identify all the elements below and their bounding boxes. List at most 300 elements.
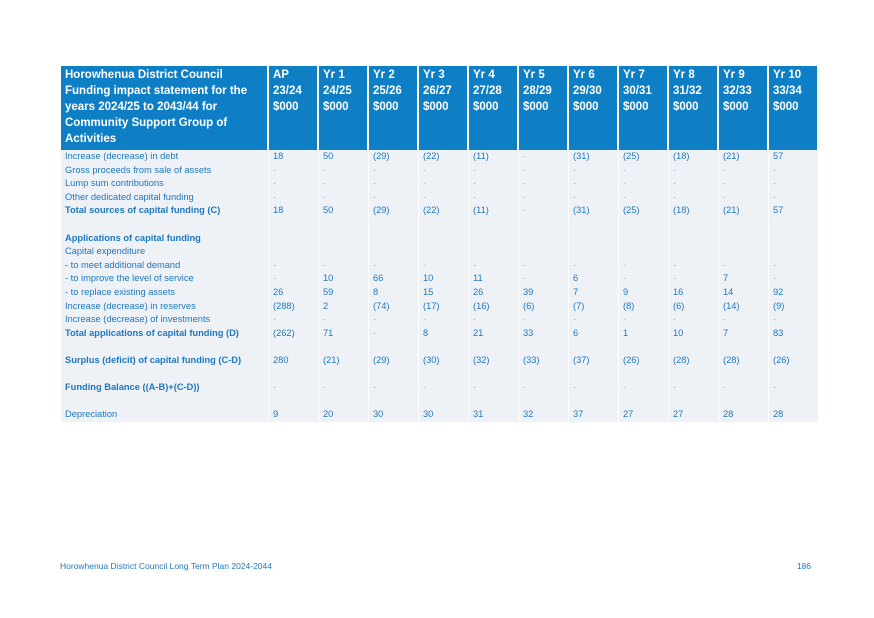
value-cell [319, 368, 368, 382]
value-cell: 83 [769, 327, 818, 341]
table-row [61, 354, 818, 368]
value-cell [619, 368, 668, 382]
header-year-column [569, 66, 618, 150]
value-cell [619, 218, 668, 232]
value-cell: - [369, 177, 418, 191]
value-cell: (25) [619, 204, 668, 218]
header-year-column [769, 66, 818, 150]
value-cell: 9 [269, 408, 318, 422]
value-cell: - [369, 259, 418, 273]
value-cell: (262) [269, 327, 318, 341]
value-cell: - [469, 259, 518, 273]
value-cell [269, 395, 318, 409]
value-cell: (18) [669, 150, 718, 164]
value-cell: - [669, 259, 718, 273]
value-cell: 39 [519, 286, 568, 300]
table-row [61, 150, 818, 164]
table-row [61, 313, 818, 327]
table-row [61, 232, 818, 246]
value-cell [319, 340, 368, 354]
value-cell: - [319, 313, 368, 327]
header-year-label: $000 [723, 101, 749, 113]
value-cell: - [569, 177, 618, 191]
value-cell: (29) [369, 354, 418, 368]
header-year-label: Yr 1 [323, 69, 345, 81]
value-cell [319, 232, 368, 246]
value-cell: 32 [519, 408, 568, 422]
value-cell: (21) [719, 150, 768, 164]
value-cell: - [369, 191, 418, 205]
value-cell: - [519, 191, 568, 205]
value-cell [719, 340, 768, 354]
value-cell: - [319, 381, 368, 395]
value-cell: 7 [719, 327, 768, 341]
value-cell: - [569, 164, 618, 178]
value-cell: 50 [319, 150, 368, 164]
value-cell [369, 368, 418, 382]
value-cell [569, 340, 618, 354]
table-row [61, 368, 818, 382]
table-row [61, 395, 818, 409]
value-cell: - [419, 191, 468, 205]
header-year-label: Yr 3 [423, 69, 445, 81]
value-cell [519, 218, 568, 232]
value-cell: 10 [419, 272, 468, 286]
value-cell [619, 232, 668, 246]
value-cell: - [269, 381, 318, 395]
row-label: Total applications of capital funding (D) [61, 327, 268, 341]
value-cell: 57 [769, 150, 818, 164]
value-cell [619, 395, 668, 409]
value-cell: 27 [669, 408, 718, 422]
row-label: Increase (decrease) in reserves [61, 300, 268, 314]
value-cell: (33) [519, 354, 568, 368]
value-cell: - [569, 191, 618, 205]
value-cell: - [719, 191, 768, 205]
header-title-line: Horowhenua District Council [65, 69, 223, 81]
value-cell: - [469, 191, 518, 205]
header-year-label: Yr 10 [773, 69, 802, 81]
value-cell: 16 [669, 286, 718, 300]
row-label: - to meet additional demand [61, 259, 268, 273]
value-cell: - [269, 259, 318, 273]
value-cell [569, 218, 618, 232]
row-label [61, 368, 268, 382]
value-cell: - [619, 272, 668, 286]
header-year-column [319, 66, 368, 150]
value-cell: (17) [419, 300, 468, 314]
value-cell [369, 245, 418, 259]
value-cell [569, 395, 618, 409]
header-year-label: $000 [423, 101, 449, 113]
table-header [61, 66, 818, 150]
value-cell: - [619, 191, 668, 205]
value-cell: (29) [369, 204, 418, 218]
value-cell: 28 [719, 408, 768, 422]
value-cell: - [569, 381, 618, 395]
value-cell: - [319, 177, 368, 191]
value-cell: - [719, 381, 768, 395]
value-cell [269, 340, 318, 354]
value-cell: 57 [769, 204, 818, 218]
header-year-label: 32/33 [723, 85, 752, 97]
value-cell: - [269, 164, 318, 178]
header-year-label: 26/27 [423, 85, 452, 97]
header-year-label: $000 [673, 101, 699, 113]
row-label: Surplus (deficit) of capital funding (C-D) [61, 354, 268, 368]
header-year-label: 24/25 [323, 85, 352, 97]
header-title-line: years 2024/25 to 2043/44 for [65, 101, 218, 113]
value-cell: - [619, 164, 668, 178]
value-cell: - [269, 191, 318, 205]
value-cell [269, 368, 318, 382]
value-cell: - [669, 191, 718, 205]
value-cell: (26) [619, 354, 668, 368]
value-cell: 30 [369, 408, 418, 422]
value-cell: - [769, 259, 818, 273]
value-cell [269, 218, 318, 232]
value-cell: - [369, 313, 418, 327]
value-cell: (11) [469, 150, 518, 164]
table-row [61, 259, 818, 273]
header-year-label: $000 [273, 101, 299, 113]
value-cell: 9 [619, 286, 668, 300]
table-row [61, 381, 818, 395]
value-cell: - [519, 150, 568, 164]
value-cell [519, 340, 568, 354]
value-cell: - [369, 164, 418, 178]
header-year-label: 28/29 [523, 85, 552, 97]
value-cell [469, 395, 518, 409]
value-cell: - [269, 177, 318, 191]
header-year-label: $000 [323, 101, 349, 113]
header-year-label: 29/30 [573, 85, 602, 97]
value-cell: - [269, 272, 318, 286]
value-cell: (31) [569, 150, 618, 164]
value-cell: 30 [419, 408, 468, 422]
value-cell: (8) [619, 300, 668, 314]
row-label: Capital expenditure [61, 245, 268, 259]
value-cell: (7) [569, 300, 618, 314]
value-cell: - [419, 381, 468, 395]
value-cell [369, 218, 418, 232]
header-title-cell [61, 66, 268, 150]
value-cell: - [519, 204, 568, 218]
value-cell: - [719, 177, 768, 191]
value-cell [469, 245, 518, 259]
value-cell: - [769, 191, 818, 205]
value-cell: - [619, 313, 668, 327]
header-year-column [669, 66, 718, 150]
value-cell: - [519, 272, 568, 286]
header-year-label: AP [273, 69, 289, 81]
table-row [61, 245, 818, 259]
row-label: Increase (decrease) in debt [61, 150, 268, 164]
value-cell: 66 [369, 272, 418, 286]
header-title-line: Community Support Group of [65, 117, 228, 129]
value-cell: - [519, 381, 568, 395]
value-cell: 20 [319, 408, 368, 422]
value-cell: 33 [519, 327, 568, 341]
value-cell: (29) [369, 150, 418, 164]
header-year-column [419, 66, 468, 150]
header-year-label: Yr 6 [573, 69, 595, 81]
header-year-label: Yr 2 [373, 69, 395, 81]
header-year-column [269, 66, 318, 150]
value-cell: 7 [569, 286, 618, 300]
header-year-label: $000 [523, 101, 549, 113]
value-cell: - [419, 259, 468, 273]
value-cell: 6 [569, 272, 618, 286]
header-year-label: Yr 5 [523, 69, 545, 81]
value-cell [519, 245, 568, 259]
value-cell: 2 [319, 300, 368, 314]
value-cell [769, 368, 818, 382]
value-cell [569, 245, 618, 259]
value-cell: (9) [769, 300, 818, 314]
value-cell [769, 232, 818, 246]
value-cell [269, 245, 318, 259]
row-label [61, 395, 268, 409]
table-row [61, 340, 818, 354]
table-row [61, 300, 818, 314]
value-cell: - [719, 259, 768, 273]
value-cell: 7 [719, 272, 768, 286]
value-cell: - [469, 177, 518, 191]
value-cell: 10 [319, 272, 368, 286]
value-cell: - [269, 313, 318, 327]
header-year-label: Yr 7 [623, 69, 645, 81]
value-cell: 21 [469, 327, 518, 341]
value-cell: 15 [419, 286, 468, 300]
value-cell: - [369, 327, 418, 341]
value-cell [769, 395, 818, 409]
value-cell [769, 340, 818, 354]
value-cell: 8 [419, 327, 468, 341]
value-cell: - [419, 177, 468, 191]
value-cell [319, 245, 368, 259]
value-cell: - [669, 381, 718, 395]
value-cell: (6) [519, 300, 568, 314]
header-year-label: Yr 9 [723, 69, 745, 81]
header-year-label: 27/28 [473, 85, 502, 97]
value-cell: (288) [269, 300, 318, 314]
table-row [61, 408, 818, 422]
value-cell [419, 232, 468, 246]
value-cell: 11 [469, 272, 518, 286]
row-label: Increase (decrease) of investments [61, 313, 268, 327]
value-cell: 18 [269, 150, 318, 164]
value-cell [269, 232, 318, 246]
row-label: Depreciation [61, 408, 268, 422]
value-cell [619, 340, 668, 354]
row-label: Other dedicated capital funding [61, 191, 268, 205]
value-cell: 8 [369, 286, 418, 300]
value-cell [369, 395, 418, 409]
value-cell [669, 245, 718, 259]
value-cell: - [619, 381, 668, 395]
value-cell [719, 395, 768, 409]
header-year-column [369, 66, 418, 150]
value-cell: 27 [619, 408, 668, 422]
row-label: - to improve the level of service [61, 272, 268, 286]
value-cell: 14 [719, 286, 768, 300]
value-cell: - [469, 313, 518, 327]
row-label: Lump sum contributions [61, 177, 268, 191]
value-cell: - [719, 164, 768, 178]
page-number: 186 [796, 561, 811, 571]
value-cell: (25) [619, 150, 668, 164]
table-row [61, 327, 818, 341]
value-cell [569, 368, 618, 382]
value-cell [669, 395, 718, 409]
value-cell: - [769, 272, 818, 286]
value-cell: - [769, 164, 818, 178]
value-cell: 71 [319, 327, 368, 341]
row-label: - to replace existing assets [61, 286, 268, 300]
value-cell: (31) [569, 204, 618, 218]
value-cell: - [669, 313, 718, 327]
value-cell: - [719, 313, 768, 327]
value-cell: - [769, 381, 818, 395]
value-cell [619, 245, 668, 259]
value-cell: - [519, 313, 568, 327]
value-cell: (18) [669, 204, 718, 218]
value-cell: 92 [769, 286, 818, 300]
value-cell: - [569, 313, 618, 327]
header-year-label: $000 [623, 101, 649, 113]
value-cell: (11) [469, 204, 518, 218]
header-year-column [519, 66, 568, 150]
header-year-label: $000 [773, 101, 799, 113]
value-cell: - [519, 164, 568, 178]
value-cell [519, 368, 568, 382]
value-cell: 18 [269, 204, 318, 218]
table-row [61, 191, 818, 205]
value-cell [669, 232, 718, 246]
header-year-label: Yr 8 [673, 69, 695, 81]
value-cell: (32) [469, 354, 518, 368]
value-cell: - [469, 381, 518, 395]
value-cell [519, 232, 568, 246]
value-cell: - [319, 164, 368, 178]
header-title-line: Funding impact statement for the [65, 85, 248, 97]
value-cell: - [619, 177, 668, 191]
value-cell [719, 368, 768, 382]
value-cell [469, 340, 518, 354]
header-year-label: $000 [573, 101, 599, 113]
value-cell: - [669, 177, 718, 191]
value-cell: (28) [719, 354, 768, 368]
table-row [61, 177, 818, 191]
header-year-label: 31/32 [673, 85, 702, 97]
table-body [61, 150, 818, 422]
value-cell: (74) [369, 300, 418, 314]
value-cell [369, 340, 418, 354]
value-cell [369, 232, 418, 246]
value-cell [419, 395, 468, 409]
value-cell: 59 [319, 286, 368, 300]
value-cell: 31 [469, 408, 518, 422]
row-label [61, 218, 268, 232]
value-cell: - [669, 272, 718, 286]
value-cell: 50 [319, 204, 368, 218]
value-cell [469, 232, 518, 246]
value-cell: - [519, 177, 568, 191]
value-cell: (22) [419, 150, 468, 164]
value-cell [319, 218, 368, 232]
value-cell [519, 395, 568, 409]
value-cell: (22) [419, 204, 468, 218]
table-row [61, 204, 818, 218]
value-cell: 1 [619, 327, 668, 341]
header-year-label: Yr 4 [473, 69, 495, 81]
value-cell: 280 [269, 354, 318, 368]
value-cell [419, 368, 468, 382]
value-cell: (14) [719, 300, 768, 314]
value-cell [419, 245, 468, 259]
row-label: Funding Balance ((A-B)+(C-D)) [61, 381, 268, 395]
header-year-column [469, 66, 518, 150]
value-cell: - [519, 259, 568, 273]
value-cell [319, 395, 368, 409]
header-year-label: 33/34 [773, 85, 802, 97]
value-cell [769, 245, 818, 259]
footer-title: Horowhenua District Council Long Term Plan 2024-2044 [60, 561, 272, 571]
value-cell [769, 218, 818, 232]
value-cell: 26 [469, 286, 518, 300]
row-label [61, 340, 268, 354]
value-cell: - [319, 191, 368, 205]
header-year-label: 30/31 [623, 85, 652, 97]
value-cell: - [469, 164, 518, 178]
value-cell [469, 368, 518, 382]
header-year-label: $000 [473, 101, 499, 113]
value-cell: (21) [319, 354, 368, 368]
header-title-line: Activities [65, 133, 117, 145]
value-cell [719, 218, 768, 232]
value-cell: - [669, 164, 718, 178]
header-year-label: 23/24 [273, 85, 302, 97]
value-cell [719, 232, 768, 246]
value-cell: (30) [419, 354, 468, 368]
table-row [61, 218, 818, 232]
row-label: Applications of capital funding [61, 232, 268, 246]
table-row [61, 286, 818, 300]
value-cell: - [619, 259, 668, 273]
value-cell: - [419, 313, 468, 327]
value-cell: 10 [669, 327, 718, 341]
value-cell: - [419, 164, 468, 178]
value-cell [669, 218, 718, 232]
header-year-column [619, 66, 668, 150]
header-year-label: $000 [373, 101, 399, 113]
value-cell: (37) [569, 354, 618, 368]
value-cell: 28 [769, 408, 818, 422]
header-year-label: 25/26 [373, 85, 402, 97]
value-cell: - [569, 259, 618, 273]
header-year-column [719, 66, 768, 150]
table-row [61, 272, 818, 286]
value-cell [669, 368, 718, 382]
value-cell: (16) [469, 300, 518, 314]
value-cell [669, 340, 718, 354]
value-cell: 6 [569, 327, 618, 341]
value-cell: (21) [719, 204, 768, 218]
value-cell: 26 [269, 286, 318, 300]
funding-impact-table [60, 66, 819, 422]
value-cell [469, 218, 518, 232]
